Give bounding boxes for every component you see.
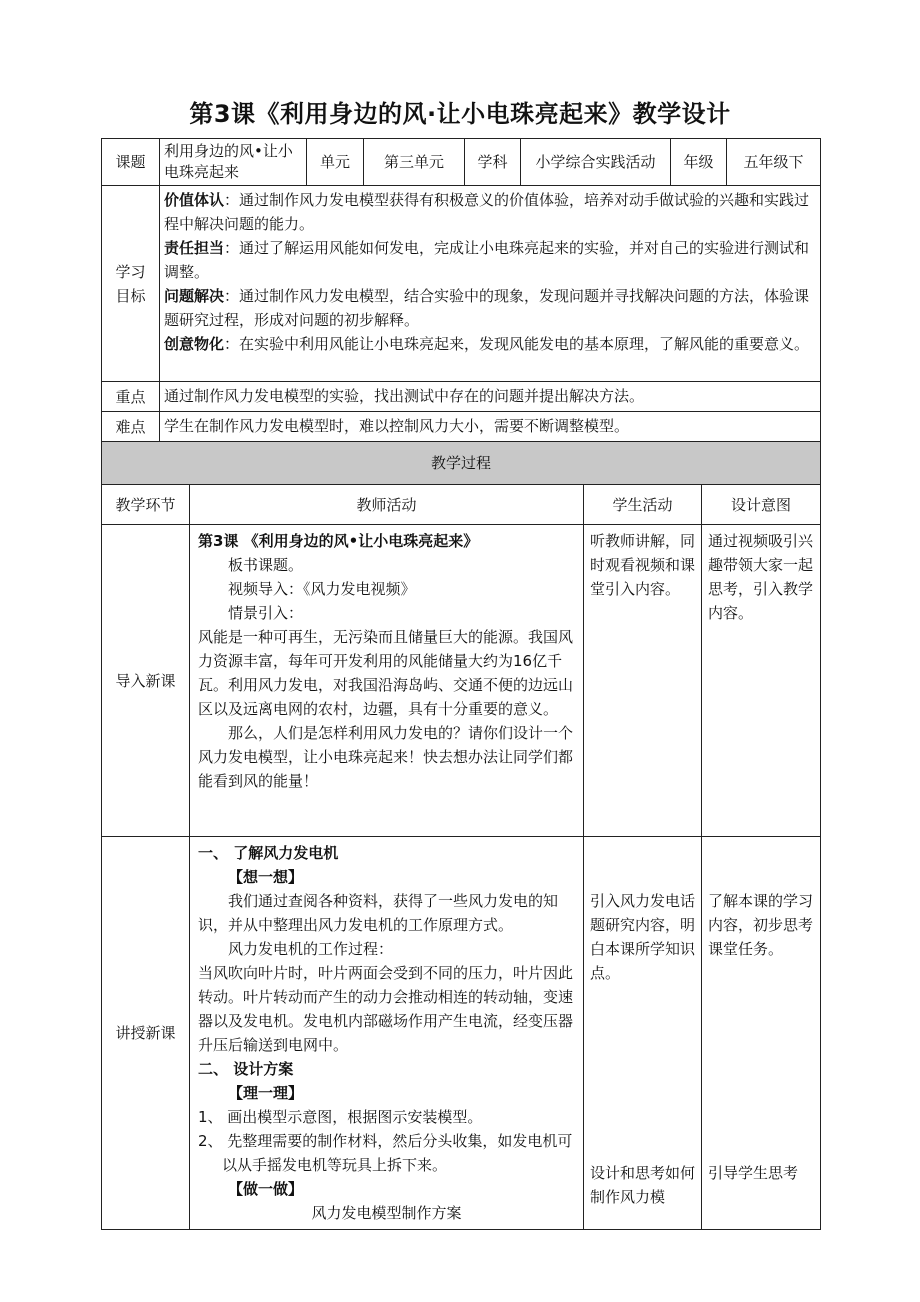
intro-line: 板书课题。 xyxy=(228,556,304,574)
header-stage: 教学环节 xyxy=(102,485,190,525)
header-teacher: 教师活动 xyxy=(190,485,584,525)
lecture-student-text: 引入风力发电话题研究内容，明白本课所学知识点。 xyxy=(590,892,696,982)
unit-label: 单元 xyxy=(307,139,364,186)
intro-student: 听教师讲解，同时观看视频和课堂引入内容。 xyxy=(584,525,702,837)
goal-key: 问题解决 xyxy=(164,287,225,305)
goal-text: ：在实验中利用风能让小电珠亮起来，发现风能发电的基本原理，了解风能的重要意义。 xyxy=(224,335,810,353)
lecture-list-item: 2、 先整理需要的制作材料，然后分头收集，如发电机可以从手摇发电机等玩具上拆下来。 xyxy=(198,1132,573,1174)
course-label: 课题 xyxy=(102,139,160,186)
goals-row xyxy=(102,186,821,382)
lecture-paragraph: 风力发电机的工作过程： xyxy=(228,940,394,958)
lecture-tag: 【做一做】 xyxy=(228,1180,304,1198)
lecture-intent xyxy=(702,837,821,1230)
grade-value: 五年级下 xyxy=(727,139,821,186)
lecture-intent-text: 了解本课的学习内容，初步思考课堂任务。 xyxy=(708,892,814,958)
difficulty-text: 学生在制作风力发电模型时，难以控制风力大小，需要不断调整模型。 xyxy=(160,412,821,442)
lecture-row xyxy=(102,837,821,1230)
goals-label: 学习目标 xyxy=(102,186,160,382)
lesson-info-table xyxy=(101,138,821,442)
section-title: 教学过程 xyxy=(102,442,821,485)
page-title: 第3课《利用身边的风·让小电珠亮起来》教学设计 xyxy=(189,100,731,128)
goal-key: 责任担当 xyxy=(164,239,225,257)
goal-key: 价值体认 xyxy=(164,191,225,209)
unit-value: 第三单元 xyxy=(364,139,465,186)
stage-lecture: 讲授新课 xyxy=(102,837,190,1230)
header-student: 学生活动 xyxy=(584,485,702,525)
subject-value: 小学综合实践活动 xyxy=(521,139,671,186)
key-point-row xyxy=(102,382,821,412)
goals-content xyxy=(160,186,821,382)
difficulty-row xyxy=(102,412,821,442)
intro-line: 视频导入：《风力发电视频》 xyxy=(228,580,416,598)
header-intent: 设计意图 xyxy=(702,485,821,525)
table-header-row xyxy=(102,485,821,525)
goal-item xyxy=(164,236,816,284)
key-point-text: 通过制作风力发电模型的实验，找出测试中存在的问题并提出解决方法。 xyxy=(160,382,821,412)
lecture-paragraph: 我们通过查阅各种资料，获得了一些风力发电的知识，并从中整理出风力发电机的工作原理方式。 xyxy=(198,892,559,934)
course-value: 利用身边的风•让小电珠亮起来 xyxy=(160,139,307,186)
lecture-paragraph: 当风吹向叶片时，叶片两面会受到不同的压力，叶片因此转动。叶片转动而产生的动力会推动相连的转动轴，变速器以及发电机。发电机内部磁场作用产生电流，经变压器升压后输送到电网中。 xyxy=(198,964,574,1054)
stage-intro: 导入新课 xyxy=(102,525,190,837)
goal-text: ：通过了解运用风能如何发电，完成让小电珠亮起来的实验，并对自己的实验进行测试和调整。 xyxy=(164,239,810,281)
lecture-tag: 【想一想】 xyxy=(228,868,304,886)
intro-paragraph: 那么，人们是怎样利用风力发电的？请你们设计一个风力发电模型，让小电珠亮起来！快去想办法让同学们都能看到风的能量！ xyxy=(198,724,574,790)
key-point-label: 重点 xyxy=(102,382,160,412)
goal-item xyxy=(164,188,816,236)
intro-heading: 第3课 《利用身边的风•让小电珠亮起来》 xyxy=(198,532,479,550)
lecture-intent-text: 引导学生思考 xyxy=(708,1164,799,1182)
plan-title: 风力发电模型制作方案 xyxy=(311,1204,462,1222)
lecture-heading: 二、 设计方案 xyxy=(198,1060,294,1078)
goal-text: ：通过制作风力发电模型，结合实验中的现象，发现问题并寻找解决问题的方法，体验课题研究过程，形成对问题的初步解释。 xyxy=(164,287,810,329)
lecture-heading: 一、 了解风力发电机 xyxy=(198,844,339,862)
goal-text: ：通过制作风力发电模型获得有积极意义的价值体验，培养对动手做试验的兴趣和实践过程中解决问题的能力。 xyxy=(164,191,810,233)
course-row xyxy=(102,139,821,186)
grade-label: 年级 xyxy=(671,139,727,186)
intro-paragraph: 风能是一种可再生，无污染而且储量巨大的能源。我国风力资源丰富，每年可开发利用的风能储量大约为16亿千瓦。利用风力发电，对我国沿海岛屿、交通不便的边远山区以及远离电网的农村，边疆，具有十分重要的意义。 xyxy=(198,628,574,718)
lecture-teacher xyxy=(190,837,584,1230)
intro-teacher xyxy=(190,525,584,837)
intro-intent: 通过视频吸引兴趣带领大家一起思考，引入教学内容。 xyxy=(702,525,821,837)
lecture-tag: 【理一理】 xyxy=(228,1084,304,1102)
difficulty-label: 难点 xyxy=(102,412,160,442)
lecture-student-text: 设计和思考如何制作风力模 xyxy=(590,1164,696,1206)
goal-key: 创意物化 xyxy=(164,335,225,353)
intro-line: 情景引入： xyxy=(228,604,304,622)
lecture-student xyxy=(584,837,702,1230)
teaching-process-table xyxy=(101,441,821,1230)
subject-label: 学科 xyxy=(465,139,521,186)
lecture-list-item: 1、 画出模型示意图，根据图示安装模型。 xyxy=(198,1108,483,1126)
goal-item xyxy=(164,284,816,332)
goal-item xyxy=(164,332,816,356)
intro-row xyxy=(102,525,821,837)
